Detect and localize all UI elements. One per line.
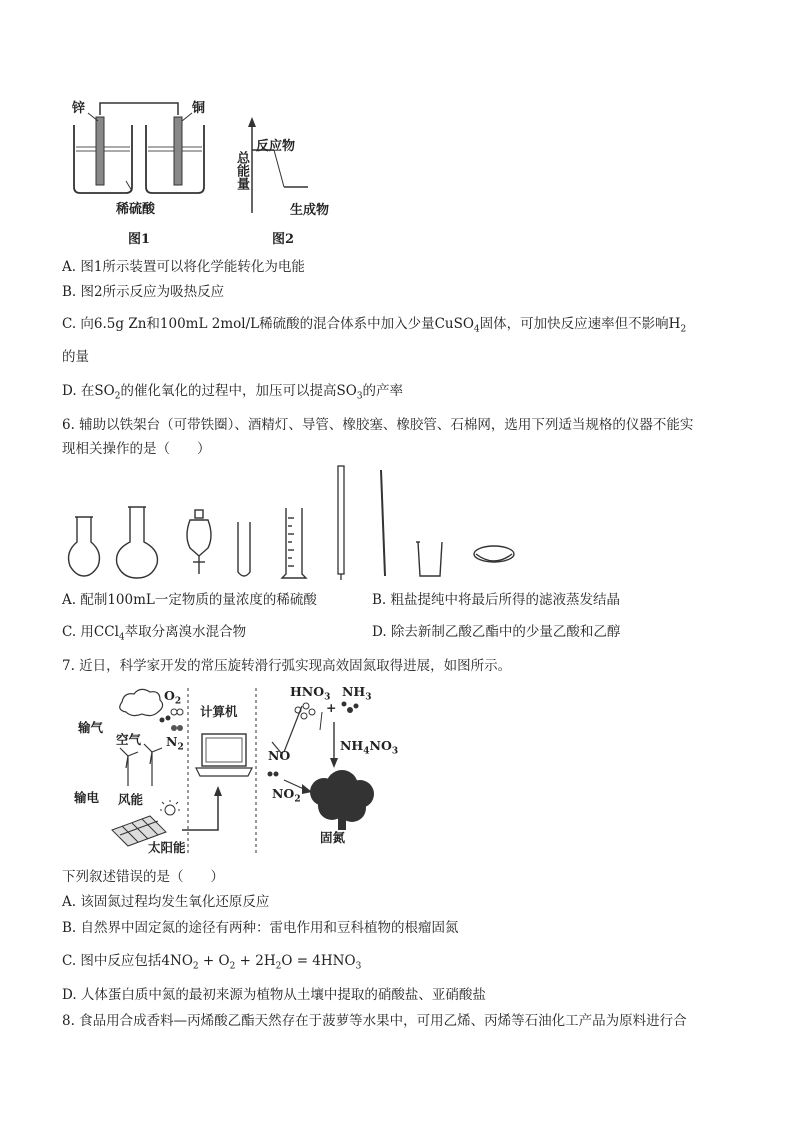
q6-apparatus-figure [62,462,522,582]
volumetric-flask-icon [69,517,100,576]
test-tube-icon [238,522,250,576]
gas-label: 输气 [78,720,104,735]
acid-label: 稀硫酸 [116,202,156,217]
q6-option-b: B. 粗盐提纯中将最后所得的滤液蒸发结晶 [372,592,621,608]
nh3-label: $NH_3$ [342,684,372,703]
q7-option-b: B. 自然界中固定氮的途径有两种：雷电作用和豆科植物的根瘤固氮 [62,920,459,936]
q6-option-a: A. 配制100mL一定物质的量浓度的稀硫酸 [62,592,317,608]
burette-icon [338,466,344,580]
figure-1-caption: 图1 [128,232,151,247]
q5-c-tail: 固体，可加快反应速率但不影响H [479,316,681,332]
q7-option-a: A. 该固氮过程均发生氧化还原反应 [62,894,270,910]
q8-stem: 8. 食品用合成香料—丙烯酸乙酯天然存在于菠萝等水果中，可用乙烯、丙烯等石油化工产品为原料进行合 [62,1013,687,1029]
figure-2-caption: 图2 [272,232,295,247]
reactant-label: 反应物 [256,139,296,154]
energy-axis-label: 总能量 [234,151,249,190]
wind-label: 风能 [118,792,144,807]
q7-stem: 7. 近日，科学家开发的常压旋转滑行弧实现高效固氮取得进展，如图所示。 [62,658,512,674]
q5-c-text: C. 向6.5g Zn和100mL 2mol/L稀硫酸的混合体系中加入少量CuSO [62,316,474,332]
figure-1-2 [60,95,360,250]
q5-option-c-line1: C. 向6.5g Zn和100mL 2mol/L稀硫酸的混合体系中加入少量CuSO$_4$固体，可加快反应速率但不影响$H_2$ [62,316,687,335]
lab-apparatus-illustration [62,462,522,582]
o2-label: $O_2$ [164,688,182,707]
computer-label: 计算机 [200,704,238,719]
glass-rod-icon [381,470,385,576]
plus-sign: + [326,700,337,715]
round-flask-icon [117,507,158,578]
n2-label: $N_2$ [166,734,184,753]
q7-nitrogen-fixation-figure [62,682,402,858]
q7-option-c: C. 图中反应包括$4NO_2 + O_2 + 2H_2O = 4HNO_3$ [62,953,362,972]
solar-label: 太阳能 [148,840,186,855]
q5-option-a: A. 图1所示装置可以将化学能转化为电能 [62,259,305,275]
q5-option-d: D. 在$SO_2$的催化氧化的过程中，加压可以提高$SO_3$的产率 [62,383,404,402]
separatory-funnel-icon [187,510,211,574]
zinc-label: 锌 [72,101,86,116]
graduated-cylinder-icon [282,508,306,578]
q6-option-c: C. 用CCl$_4$萃取分离溴水混合物 [62,624,247,643]
q7-question: 下列叙述错误的是（ ） [62,869,224,885]
no2-label: $NO_2$ [272,786,301,805]
q7-option-d: D. 人体蛋白质中氮的最初来源为植物从土壤中提取的硝酸盐、亚硝酸盐 [62,987,486,1003]
q6-stem-line2: 现相关操作的是（ ） [62,441,211,457]
product-label: 生成物 [290,203,330,218]
nh4no3-label: $NH_4NO_3$ [340,738,399,757]
beaker-icon [416,542,442,576]
q5-option-b: B. 图2所示反应为吸热反应 [62,284,225,300]
q6-stem-line1: 6. 辅助以铁架台（可带铁圈）、酒精灯、导管、橡胶塞、橡胶管、石棉网，选用下列适当规格的仪器不能实 [62,417,694,433]
hno3-label: $HNO_3$ [290,684,331,703]
air-label: 空气 [116,732,142,747]
evaporating-dish-icon [474,546,514,562]
q5-option-c-line2: 的量 [62,349,89,365]
no-label: NO [268,748,291,763]
galvanic-cell-diagram [60,95,360,250]
fixation-label: 固氮 [320,830,346,845]
power-label: 输电 [74,790,100,805]
q6-option-d: D. 除去新制乙酸乙酯中的少量乙酸和乙醇 [372,624,621,640]
copper-label: 铜 [192,101,206,116]
